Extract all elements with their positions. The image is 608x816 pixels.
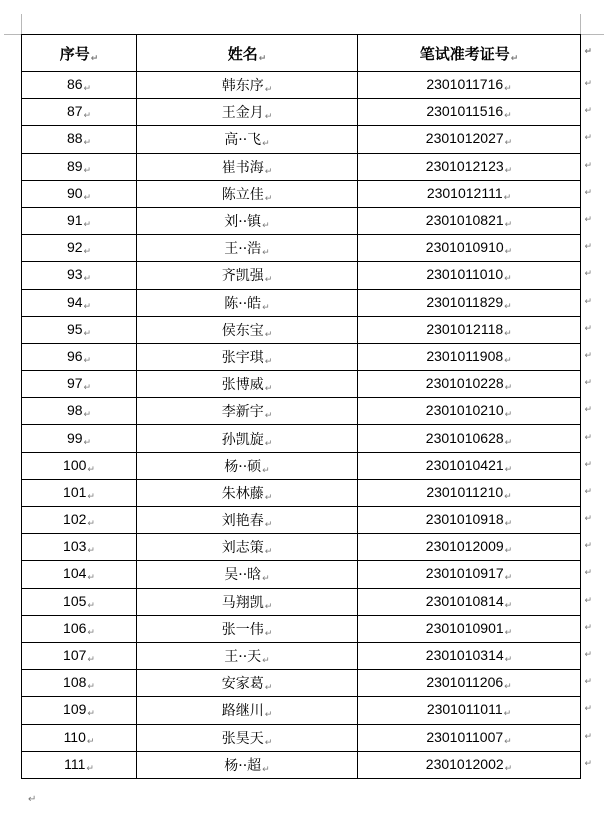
exam-id-cell: 2301012111↵ ↵ <box>358 180 581 207</box>
name-cell: 侯东宝↵ <box>137 316 358 343</box>
name-cell: 吴··晗↵ <box>137 561 358 588</box>
index-cell: 104↵ <box>22 561 137 588</box>
table-row <box>22 507 581 534</box>
exam-id-cell: 2301011010↵ ↵ <box>358 262 581 289</box>
table-row <box>22 371 581 398</box>
exam-id-cell: 2301011011↵ ↵ <box>358 697 581 724</box>
table-row <box>22 180 581 207</box>
index-cell: 103↵ <box>22 534 137 561</box>
name-cell: 齐凯强↵ <box>137 262 358 289</box>
table-row <box>22 588 581 615</box>
index-cell: 99↵ <box>22 425 137 452</box>
name-cell: 崔书海↵ <box>137 153 358 180</box>
name-cell: 刘艳春↵ <box>137 507 358 534</box>
index-cell: 96↵ <box>22 343 137 370</box>
name-cell: 陈··皓↵ <box>137 289 358 316</box>
table-row <box>22 289 581 316</box>
table-row <box>22 670 581 697</box>
table-row <box>22 72 581 99</box>
table-row <box>22 99 581 126</box>
index-cell: 87↵ <box>22 99 137 126</box>
index-cell: 95↵ <box>22 316 137 343</box>
table-row <box>22 479 581 506</box>
index-cell: 86↵ <box>22 72 137 99</box>
table-row <box>22 561 581 588</box>
index-cell: 106↵ <box>22 615 137 642</box>
exam-id-cell: 2301010228↵ ↵ <box>358 371 581 398</box>
header-name: 姓名↵ <box>137 35 358 72</box>
table-row <box>22 126 581 153</box>
exam-id-cell: 2301010314↵ ↵ <box>358 642 581 669</box>
exam-id-cell: 2301012009↵ ↵ <box>358 534 581 561</box>
table-row <box>22 615 581 642</box>
index-cell: 98↵ <box>22 398 137 425</box>
index-cell: 93↵ <box>22 262 137 289</box>
crop-mark-top-right-horizontal <box>580 34 604 35</box>
table-row <box>22 316 581 343</box>
exam-id-cell: 2301012027↵ ↵ <box>358 126 581 153</box>
name-cell: 陈立佳↵ <box>137 180 358 207</box>
exam-id-cell: 2301011206↵ ↵ <box>358 670 581 697</box>
name-cell: 路继川↵ <box>137 697 358 724</box>
exam-id-cell: 2301010917↵ ↵ <box>358 561 581 588</box>
exam-id-cell: 2301011908↵ ↵ <box>358 343 581 370</box>
table-row <box>22 697 581 724</box>
index-cell: 111↵ <box>22 751 137 778</box>
name-cell: 杨··硕↵ <box>137 452 358 479</box>
crop-mark-top-left-horizontal <box>4 34 22 35</box>
exam-id-cell: 2301010901↵ ↵ <box>358 615 581 642</box>
table-row <box>22 153 581 180</box>
name-cell: 马翔凯↵ <box>137 588 358 615</box>
name-cell: 韩东序↵ <box>137 72 358 99</box>
crop-mark-top-left-vertical <box>21 14 22 34</box>
table-row <box>22 534 581 561</box>
index-cell: 108↵ <box>22 670 137 697</box>
index-cell: 88↵ <box>22 126 137 153</box>
index-cell: 97↵ <box>22 371 137 398</box>
index-cell: 89↵ <box>22 153 137 180</box>
table-header-row <box>22 35 581 72</box>
index-cell: 102↵ <box>22 507 137 534</box>
exam-id-cell: 2301011716↵ ↵ <box>358 72 581 99</box>
table-row <box>22 751 581 778</box>
table-row <box>22 724 581 751</box>
index-cell: 107↵ <box>22 642 137 669</box>
exam-id-cell: 2301011829↵ ↵ <box>358 289 581 316</box>
index-cell: 90↵ <box>22 180 137 207</box>
name-cell: 张一伟↵ <box>137 615 358 642</box>
table-row <box>22 642 581 669</box>
name-cell: 安家葛↵ <box>137 670 358 697</box>
table-row <box>22 262 581 289</box>
name-cell: 刘志策↵ <box>137 534 358 561</box>
index-cell: 94↵ <box>22 289 137 316</box>
table-row <box>22 425 581 452</box>
table-row <box>22 398 581 425</box>
index-cell: 92↵ <box>22 235 137 262</box>
name-cell: 孙凯旋↵ <box>137 425 358 452</box>
exam-id-cell: 2301011516↵ ↵ <box>358 99 581 126</box>
exam-id-cell: 2301012002↵ ↵ <box>358 751 581 778</box>
crop-mark-top-right-vertical <box>580 14 581 34</box>
exam-id-cell: 2301010210↵ ↵ <box>358 398 581 425</box>
header-exam-id: 笔试准考证号↵ ↵ <box>358 35 581 72</box>
exam-id-cell: 2301010421↵ ↵ <box>358 452 581 479</box>
paragraph-mark: ↵ <box>28 794 37 805</box>
exam-id-cell: 2301011210↵ ↵ <box>358 479 581 506</box>
header-index: 序号↵ <box>22 35 137 72</box>
name-cell: 张博威↵ <box>137 371 358 398</box>
exam-id-cell: 2301012118↵ ↵ <box>358 316 581 343</box>
exam-id-cell: 2301010628↵ ↵ <box>358 425 581 452</box>
index-cell: 110↵ <box>22 724 137 751</box>
name-cell: 李新宇↵ <box>137 398 358 425</box>
exam-id-cell: 2301010821↵ ↵ <box>358 207 581 234</box>
index-cell: 100↵ <box>22 452 137 479</box>
name-cell: 王··天↵ <box>137 642 358 669</box>
table-row <box>22 452 581 479</box>
name-cell: 高··飞↵ <box>137 126 358 153</box>
name-cell: 朱林藤↵ <box>137 479 358 506</box>
exam-id-cell: 2301010918↵ ↵ <box>358 507 581 534</box>
name-cell: 王··浩↵ <box>137 235 358 262</box>
index-cell: 91↵ <box>22 207 137 234</box>
index-cell: 101↵ <box>22 479 137 506</box>
name-cell: 王金月↵ <box>137 99 358 126</box>
index-cell: 109↵ <box>22 697 137 724</box>
exam-id-cell: 2301011007↵ ↵ <box>358 724 581 751</box>
name-cell: 张昊天↵ <box>137 724 358 751</box>
table-row <box>22 207 581 234</box>
index-cell: 105↵ <box>22 588 137 615</box>
name-cell: 杨··超↵ <box>137 751 358 778</box>
exam-id-cell: 2301010814↵ ↵ <box>358 588 581 615</box>
table-row <box>22 235 581 262</box>
candidate-table <box>21 34 592 779</box>
table-body <box>22 72 592 779</box>
exam-id-cell: 2301010910↵ ↵ <box>358 235 581 262</box>
table-row <box>22 343 581 370</box>
exam-id-cell: 2301012123↵ ↵ <box>358 153 581 180</box>
name-cell: 刘··镇↵ <box>137 207 358 234</box>
name-cell: 张宇琪↵ <box>137 343 358 370</box>
